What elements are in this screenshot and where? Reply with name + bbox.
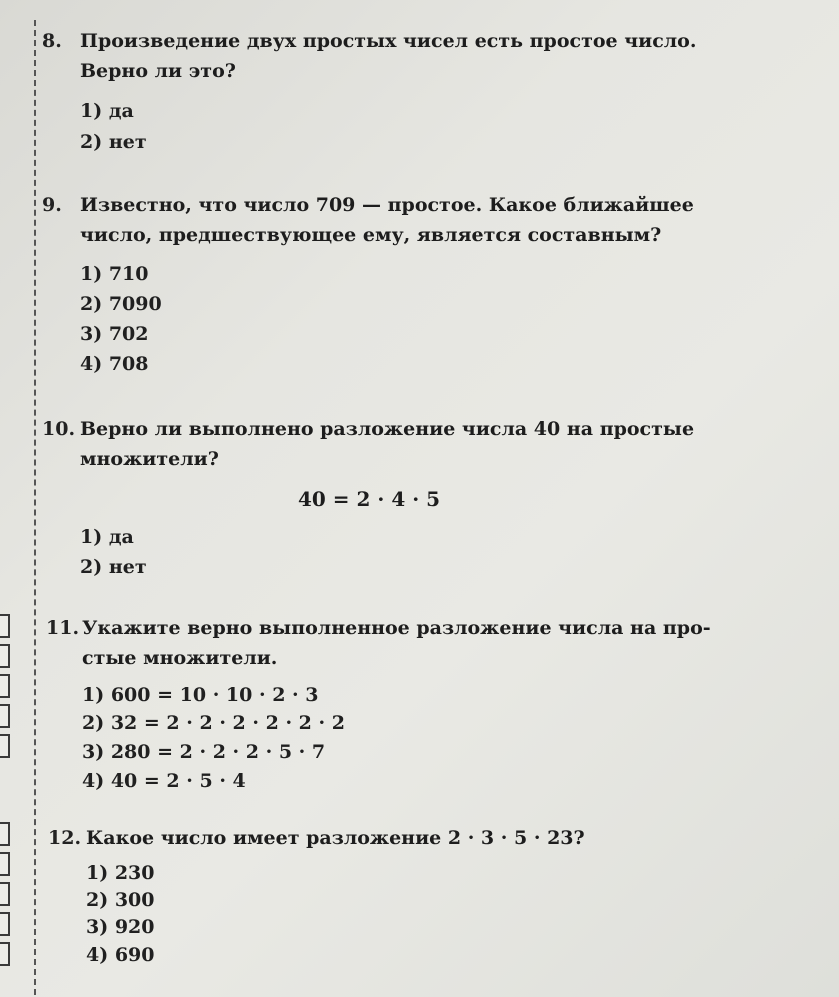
- answer-boxes-q11: [0, 614, 12, 764]
- answer-box: [0, 942, 10, 966]
- answer-option[interactable]: 4) 40 = 2 · 5 · 4: [82, 770, 246, 792]
- question-text: Укажите верно выполненное разложение числа на про- стые множители.: [82, 617, 711, 669]
- answer-boxes-q12: [0, 822, 12, 972]
- answer-option[interactable]: 3) 920: [86, 916, 155, 938]
- question-number: 12.: [48, 827, 82, 849]
- answer-box: [0, 734, 10, 758]
- cut-line: [34, 20, 36, 995]
- answer-option[interactable]: 2) нет: [80, 131, 147, 153]
- answer-option[interactable]: 2) 7090: [80, 293, 162, 315]
- answer-option[interactable]: 2) 32 = 2 · 2 · 2 · 2 · 2 · 2: [82, 712, 345, 734]
- question-text: Произведение двух простых чисел есть простое число. Верно ли это?: [80, 30, 697, 82]
- answer-option[interactable]: 1) 230: [86, 862, 155, 884]
- answer-option[interactable]: 1) да: [80, 100, 134, 122]
- question-number: 10.: [42, 418, 76, 440]
- answer-box: [0, 912, 10, 936]
- answer-option[interactable]: 1) да: [80, 526, 134, 548]
- answer-box: [0, 644, 10, 668]
- answer-box: [0, 882, 10, 906]
- answer-option[interactable]: 4) 690: [86, 944, 155, 966]
- answer-box: [0, 614, 10, 638]
- answer-option[interactable]: 2) 300: [86, 889, 155, 911]
- answer-option[interactable]: 1) 600 = 10 · 10 · 2 · 3: [82, 684, 319, 706]
- answer-option[interactable]: 3) 702: [80, 323, 149, 345]
- question-number: 9.: [42, 194, 62, 216]
- answer-option[interactable]: 4) 708: [80, 353, 149, 375]
- answer-box: [0, 822, 10, 846]
- question-text: Известно, что число 709 — простое. Какое ближайшее число, предшествующее ему, является составным?: [80, 194, 694, 246]
- question-text: Верно ли выполнено разложение числа 40 на простые множители?: [80, 418, 695, 470]
- answer-option[interactable]: 1) 710: [80, 263, 149, 285]
- question-number: 8.: [42, 30, 62, 52]
- question-number: 11.: [46, 617, 80, 639]
- answer-option[interactable]: 2) нет: [80, 556, 147, 578]
- answer-box: [0, 674, 10, 698]
- question-text: Какое число имеет разложение 2 · 3 · 5 · 23?: [86, 827, 585, 849]
- answer-box: [0, 704, 10, 728]
- answer-option[interactable]: 3) 280 = 2 · 2 · 2 · 5 · 7: [82, 741, 326, 763]
- formula: 40 = 2 · 4 · 5: [298, 487, 441, 511]
- answer-box: [0, 852, 10, 876]
